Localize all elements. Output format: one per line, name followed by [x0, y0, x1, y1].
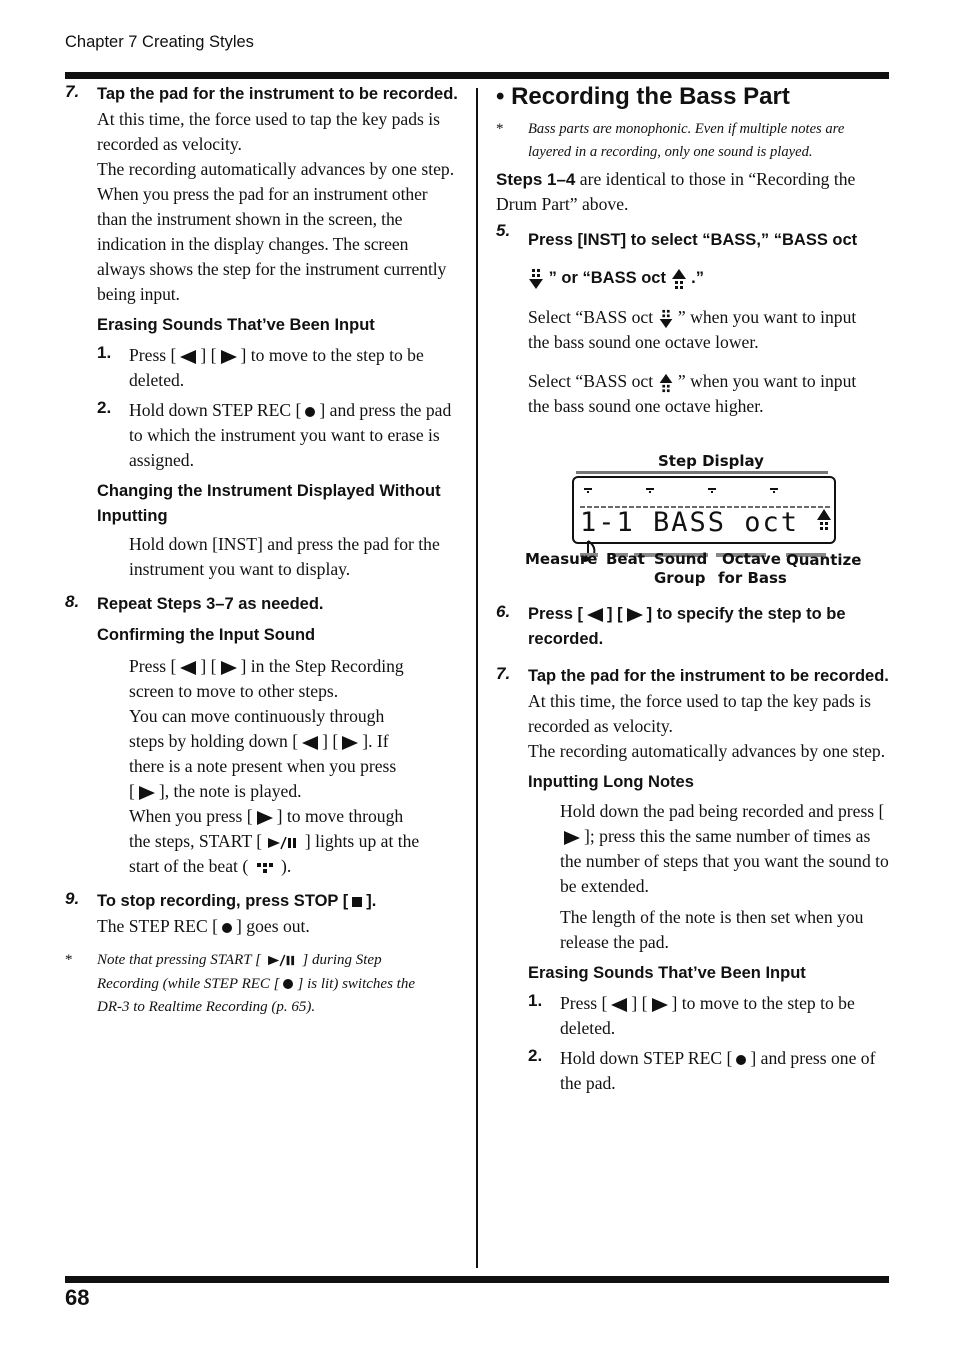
section-title: • Recording the Bass Part	[496, 83, 790, 110]
text: the bass sound one octave lower.	[528, 332, 759, 352]
text: Select “BASS oct	[528, 307, 654, 327]
top-rule	[65, 72, 889, 79]
text: ] goes out.	[236, 916, 310, 936]
text: ] to move through	[276, 806, 404, 826]
text: Press [INST] to select “BASS,” “BASS oct	[528, 231, 858, 249]
paragraph: The recording automatically advances by one step.	[97, 159, 455, 179]
substep-number: 1.	[97, 343, 112, 362]
note-star: *	[496, 121, 504, 137]
text: You can move continuously through	[129, 706, 385, 726]
text: ] and press the pad to which the instrument you want to erase is assigned.	[129, 400, 452, 470]
display-title-bar	[576, 471, 828, 474]
text: ]. If	[362, 731, 389, 751]
text: start of the beat (	[129, 856, 249, 876]
text: ] to specify the step to be	[646, 605, 846, 623]
right-arrow-icon	[564, 831, 580, 845]
text: ” or “BASS oct	[548, 269, 666, 287]
substep-text	[560, 1046, 889, 1096]
display-title: Step Display	[658, 452, 764, 470]
bottom-rule	[65, 1276, 889, 1283]
step-title: Repeat Steps 3–7 as needed.	[97, 595, 324, 613]
right-column	[496, 82, 889, 419]
subheading: Confirming the Input Sound	[97, 626, 316, 644]
subheading: Inputting Long Notes	[528, 773, 694, 791]
paragraph: The recording automatically advances by one step.	[528, 741, 886, 761]
octave-up-icon	[658, 373, 674, 393]
text: ] lights up at the	[304, 831, 420, 851]
paragraph: When you press the pad for an instrument other than the instrument shown in the screen, the indication in the display changes. The screen always shows the step for the instrument currently being input.	[97, 184, 447, 304]
text: ] [	[607, 605, 623, 623]
text: ] to move to the step to be deleted.	[560, 993, 855, 1038]
octave-up-icon	[671, 268, 687, 290]
step-number: 9.	[65, 889, 80, 908]
label-measure: Measure	[525, 550, 598, 568]
paragraph: At this time, the force used to tap the key pads is recorded as velocity.	[528, 691, 872, 736]
step-title	[528, 221, 889, 297]
text: Hold down the pad being recorded and press [	[560, 801, 885, 821]
step-display	[572, 476, 836, 544]
octave-up-icon	[817, 508, 831, 534]
subheading: Erasing Sounds That’ve Been Input	[528, 964, 806, 982]
page-number: 68	[65, 1285, 90, 1310]
substep-1	[528, 991, 889, 1041]
step-number: 5.	[496, 221, 511, 240]
text: Press [	[560, 993, 608, 1013]
step-title	[97, 889, 460, 914]
substep-number: 2.	[97, 398, 112, 417]
step-8	[65, 592, 460, 617]
text: the bass sound one octave higher.	[528, 396, 764, 416]
right-arrow-icon	[652, 998, 668, 1012]
right-column-lower	[496, 602, 889, 1096]
label-group: Group	[654, 569, 706, 587]
record-dot-icon	[736, 1055, 746, 1065]
paragraph	[528, 799, 889, 899]
confirming-section	[65, 623, 460, 879]
play-pause-icon	[265, 954, 299, 967]
paragraph: The length of the note is then set when you release the pad.	[560, 907, 864, 952]
text: Press [	[528, 605, 584, 623]
changing-section	[65, 479, 460, 582]
step-title: Tap the pad for the instrument to be recorded.	[97, 85, 458, 103]
right-arrow-icon	[257, 811, 273, 825]
note-right	[496, 118, 889, 163]
erasing-section-left	[65, 313, 460, 473]
note-star: *	[65, 952, 73, 968]
step-title	[528, 602, 889, 652]
paragraph	[528, 369, 889, 419]
left-arrow-icon	[180, 350, 196, 364]
text: Hold down STEP REC [	[129, 400, 302, 420]
step-6	[496, 602, 889, 652]
right-arrow-icon	[221, 661, 237, 675]
step-7-right	[496, 664, 889, 764]
paragraph: Hold down [INST] and press the pad for the instrument you want to display.	[129, 534, 440, 579]
label-octave: Octave	[722, 550, 781, 568]
left-arrow-icon	[302, 736, 318, 750]
column-divider	[476, 88, 478, 1268]
substep-text	[129, 398, 460, 473]
right-arrow-icon	[342, 736, 358, 750]
text: ] to move to the step to be deleted.	[129, 345, 424, 390]
record-dot-icon	[305, 407, 315, 417]
text: ]; press this the same number of times as the number of steps that you want the sound to be extended.	[560, 826, 889, 896]
left-column	[65, 82, 460, 1020]
left-arrow-icon	[611, 998, 627, 1012]
text: recorded.	[528, 630, 604, 648]
text: ] is lit) switches the	[297, 975, 415, 992]
steps-1-4-paragraph	[496, 167, 889, 217]
beat-indicator-icon	[253, 861, 277, 875]
note-text: Bass parts are monophonic. Even if multiple notes are layered in a recording, only one sound is played.	[528, 121, 845, 160]
substep-2	[97, 398, 460, 473]
text: Press [	[129, 345, 177, 365]
step-5	[496, 221, 889, 419]
text: there is a note present when you press	[129, 756, 397, 776]
text: When you press [	[129, 806, 253, 826]
label-quantize: Quantize	[786, 551, 862, 569]
substep-text	[560, 991, 889, 1041]
text: DR-3 to Realtime Recording (p. 65).	[97, 999, 316, 1015]
substep-2	[528, 1046, 889, 1096]
label-beat: Beat	[606, 550, 645, 568]
stop-square-icon	[352, 897, 362, 907]
text: Press [	[129, 656, 177, 676]
play-pause-icon	[266, 836, 300, 850]
text: ] [	[200, 656, 217, 676]
left-arrow-icon	[587, 608, 603, 622]
text: Recording (while STEP REC [	[97, 975, 280, 992]
left-arrow-icon	[180, 661, 196, 675]
label-for-bass: for Bass	[718, 569, 787, 587]
step-number: 6.	[496, 602, 511, 621]
paragraph	[528, 305, 889, 355]
right-arrow-icon	[221, 350, 237, 364]
text: ] in the Step Recording	[240, 656, 404, 676]
paragraph	[97, 914, 460, 939]
text: [	[129, 781, 135, 801]
note-left	[65, 949, 460, 1020]
text: ” when you want to input	[677, 371, 857, 391]
subheading: Erasing Sounds That’ve Been Input	[97, 316, 375, 334]
long-notes-section	[496, 770, 889, 955]
text: ].	[366, 892, 377, 910]
text: Hold down STEP REC [	[560, 1048, 733, 1068]
text: screen to move to other steps.	[129, 681, 339, 701]
step-title: Tap the pad for the instrument to be recorded.	[528, 667, 889, 685]
text: .”	[691, 269, 704, 287]
text: The STEP REC [	[97, 916, 219, 936]
substep-text	[129, 343, 460, 393]
text: ] during Step	[302, 952, 382, 968]
text: Note that pressing START [	[97, 952, 261, 968]
step-9	[65, 889, 460, 939]
text: ], the note is played.	[158, 781, 302, 801]
record-dot-icon	[222, 923, 232, 933]
step-number: 7.	[496, 664, 511, 683]
text: ] [	[322, 731, 339, 751]
text: To stop recording, press STOP [	[97, 892, 349, 910]
note-text	[97, 949, 460, 1020]
display-readout: 1-1 BASS oct	[580, 507, 800, 538]
bold-text: Steps 1–4	[496, 170, 576, 189]
substep-1	[97, 343, 460, 393]
text: Select “BASS oct	[528, 371, 654, 391]
chapter-header: Chapter 7 Creating Styles	[65, 33, 254, 51]
paragraph: At this time, the force used to tap the key pads is recorded as velocity.	[97, 109, 441, 154]
step-7-left	[65, 82, 460, 307]
subheading: Changing the Instrument Displayed Without Inputting	[97, 482, 441, 525]
label-sound: Sound	[654, 550, 708, 568]
text: the steps, START [	[129, 831, 263, 851]
record-dot-icon	[283, 979, 293, 989]
text: ” when you want to input	[677, 307, 857, 327]
right-arrow-icon	[627, 608, 643, 622]
text: ] [	[200, 345, 217, 365]
confirming-text	[97, 654, 460, 879]
text: ] and press one of the pad.	[560, 1048, 876, 1093]
substep-number: 2.	[528, 1046, 543, 1065]
substep-number: 1.	[528, 991, 543, 1010]
step-number: 8.	[65, 592, 80, 611]
text: steps by holding down [	[129, 731, 299, 751]
right-arrow-icon	[139, 786, 155, 800]
text: ).	[281, 856, 292, 876]
erasing-section-right	[496, 961, 889, 1096]
octave-down-icon	[528, 268, 544, 290]
step-number: 7.	[65, 82, 80, 101]
text: are identical to those in “Recording the Drum Part” above.	[496, 169, 856, 214]
octave-down-icon	[658, 309, 674, 329]
text: ] [	[631, 993, 648, 1013]
